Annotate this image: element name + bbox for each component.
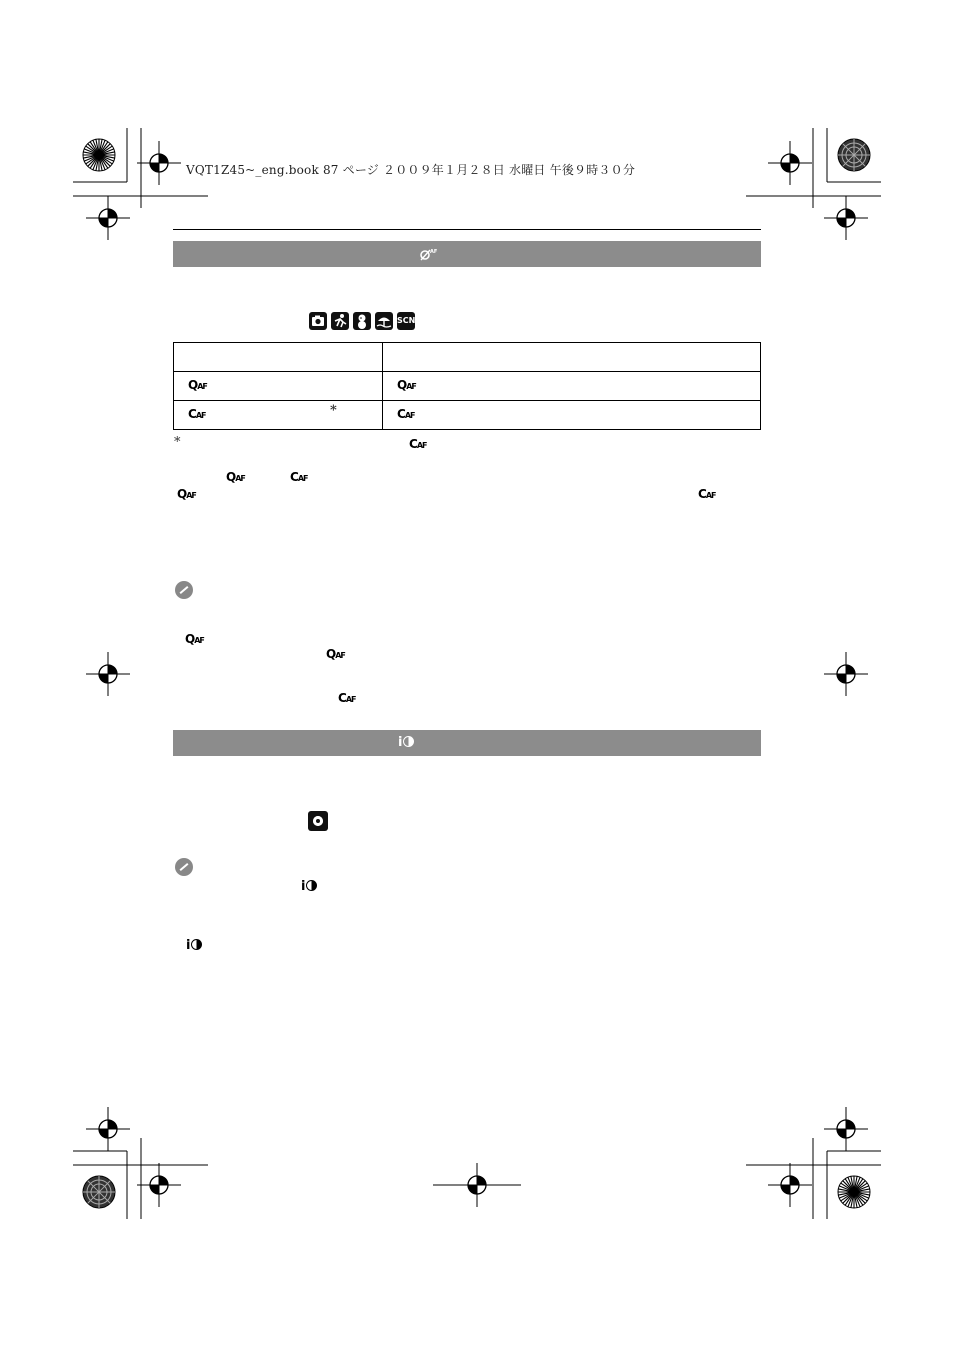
section-bar-intelligent-exposure: [173, 730, 761, 756]
scene-mode-icon: SCN: [397, 312, 415, 330]
continuous-af-glyph: CAF: [409, 437, 427, 451]
print-info-header: VQT1Z45~_eng.book 87 ページ ２００９年１月２８日 水曜日 午後９時３０分: [186, 163, 636, 177]
svg-text:AF: AF: [430, 249, 437, 255]
table-row: [174, 372, 761, 401]
note-pencil-icon: [175, 581, 193, 599]
table-cell: [383, 401, 761, 430]
sports-icon: [331, 312, 349, 330]
i-exposure-icon: i: [301, 880, 317, 894]
table-header-cell: [174, 343, 383, 372]
continuous-af-glyph: CAF: [188, 407, 206, 421]
quick-af-glyph: QAF: [188, 378, 207, 392]
continuous-af-glyph: CAF: [698, 487, 716, 501]
quick-af-glyph: QAF: [185, 632, 204, 646]
quick-af-glyph: QAF: [177, 487, 196, 501]
table-cell: [174, 401, 383, 430]
page-top-rule: [173, 229, 761, 230]
table-cell: [383, 372, 761, 401]
quick-af-icon: [419, 247, 437, 261]
camera-icon: [308, 811, 328, 831]
quick-af-glyph: QAF: [226, 470, 245, 484]
note-pencil-icon: [175, 858, 193, 876]
footnote-mark: *: [330, 403, 337, 418]
footnote-mark: *: [174, 435, 181, 450]
baby-icon: [353, 312, 371, 330]
continuous-af-glyph: CAF: [397, 407, 415, 421]
quick-af-glyph: QAF: [397, 378, 416, 392]
table-cell: [174, 372, 383, 401]
focus-mode-table: [173, 342, 761, 430]
beach-icon: [375, 312, 393, 330]
continuous-af-glyph: CAF: [338, 691, 356, 705]
camera-icon: [309, 312, 327, 330]
table-header-cell: [383, 343, 761, 372]
continuous-af-glyph: CAF: [290, 470, 308, 484]
section-bar-quick-af: [173, 241, 761, 267]
table-header-row: [174, 343, 761, 372]
i-exposure-icon: i: [398, 736, 414, 750]
table-row: [174, 401, 761, 430]
quick-af-glyph: QAF: [326, 647, 345, 661]
i-exposure-icon: i: [186, 939, 202, 953]
